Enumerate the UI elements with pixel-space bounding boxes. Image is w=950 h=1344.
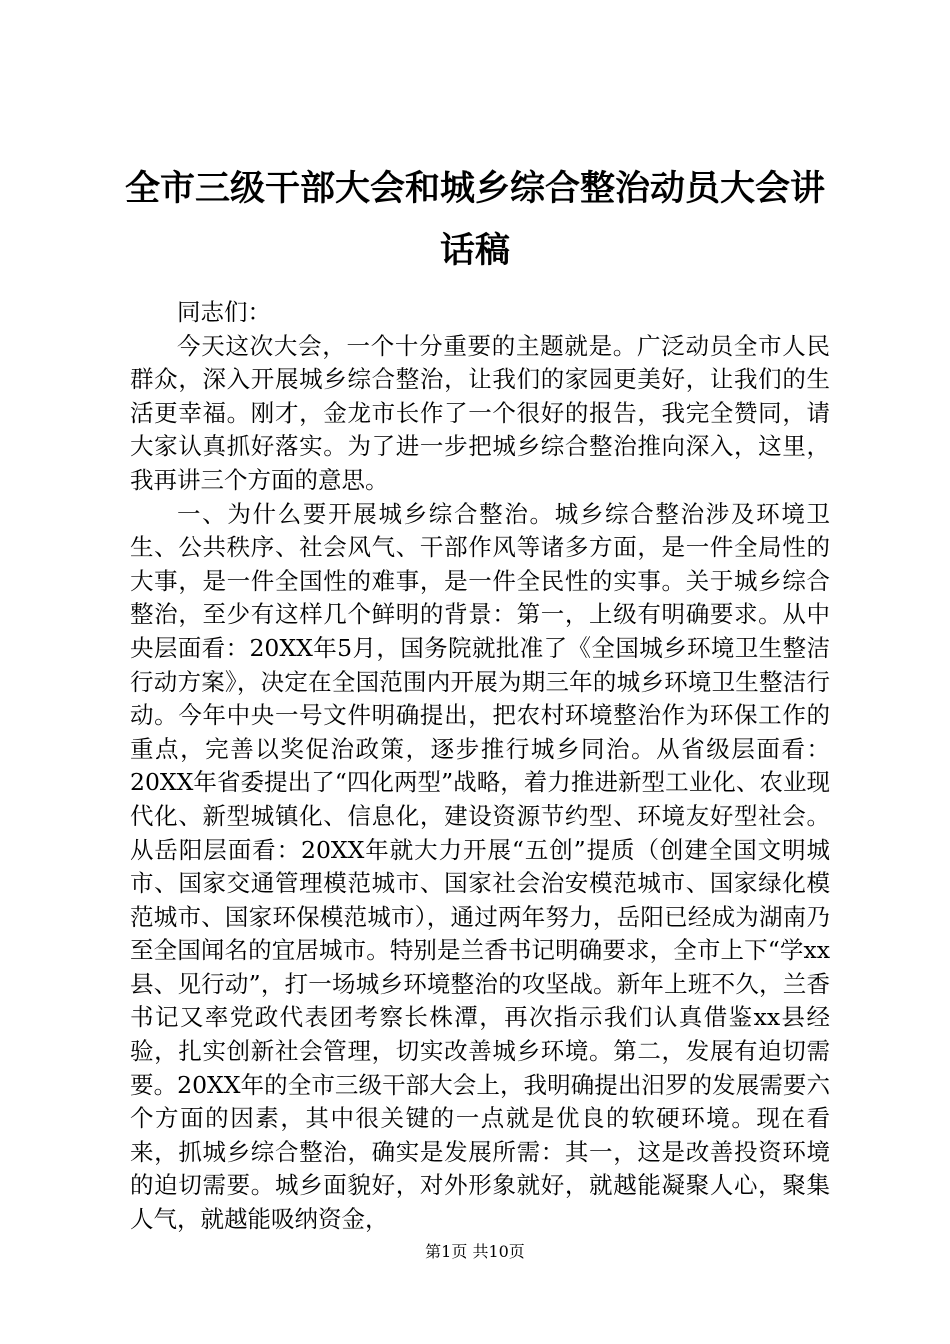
intro-paragraph: 今天这次大会，一个十分重要的主题就是。广泛动员全市人民群众，深入开展城乡综合整治，让我们的家园更美好，让我们的生活更幸福。刚才，金龙市长作了一个很好的报告，我完全赞同，请大家认真抓好落实。为了进一步把城乡综合整治推向深入，这里，我再讲三个方面的意思。 [130, 331, 830, 494]
section-one-paragraph: 一、为什么要开展城乡综合整治。城乡综合整治涉及环境卫生、公共秩序、社会风气、干部作风等诸多方面，是一件全局性的大事，是一件全国性的难事，是一件全民性的实事。关于城乡综合整治，至少有这样几个鲜明的背景：第一，上级有明确要求。从中央层面看：20XX年5月，国务院就批准了《全国城乡环境卫生整洁行动方案》，决定在全国范围内开展为期三年的城乡环境卫生整洁行动。今年中央一号文件明确提出，把农村环境整治作为环保工作的重点，完善以奖促治政策，逐步推行城乡同治。从省级层面看：20XX年省委提出了“四化两型”战略，着力推进新型工业化、农业现代化、新型城镇化、信息化，建设资源节约型、环境友好型社会。从岳阳层面看：20XX年就大力开展“五创”提质（创建全国文明城市、国家交通管理模范城市、国家社会治安模范城市、国家绿化模范城市、国家环保模范城市），通过两年努力，岳阳已经成为湖南乃至全国闻名的宜居城市。特别是兰香书记明确要求，全市上下“学xx县、见行动”，打一场城乡环境整治的攻坚战。新年上班不久，兰香书记又率党政代表团考察长株潭，再次指示我们认真借鉴xx县经验，扎实创新社会管理，切实改善城乡环境。第二，发展有迫切需要。20XX年的全市三级干部大会上，我明确提出汨罗的发展需要六个方面的因素，其中很关键的一点就是优良的软硬环境。现在看来，抓城乡综合整治，确实是发展所需：其一，这是改善投资环境的迫切需要。城乡面貌好，对外形象就好，就越能凝聚人心，聚集人气，就越能吸纳资金， [130, 499, 830, 1234]
salutation-paragraph: 同志们： [177, 298, 271, 326]
page-number-footer: 第1页 共10页 [425, 1242, 525, 1261]
document-body [130, 296, 830, 1237]
document-title: 全市三级干部大会和城乡综合整治动员大会讲话稿 [124, 169, 825, 271]
